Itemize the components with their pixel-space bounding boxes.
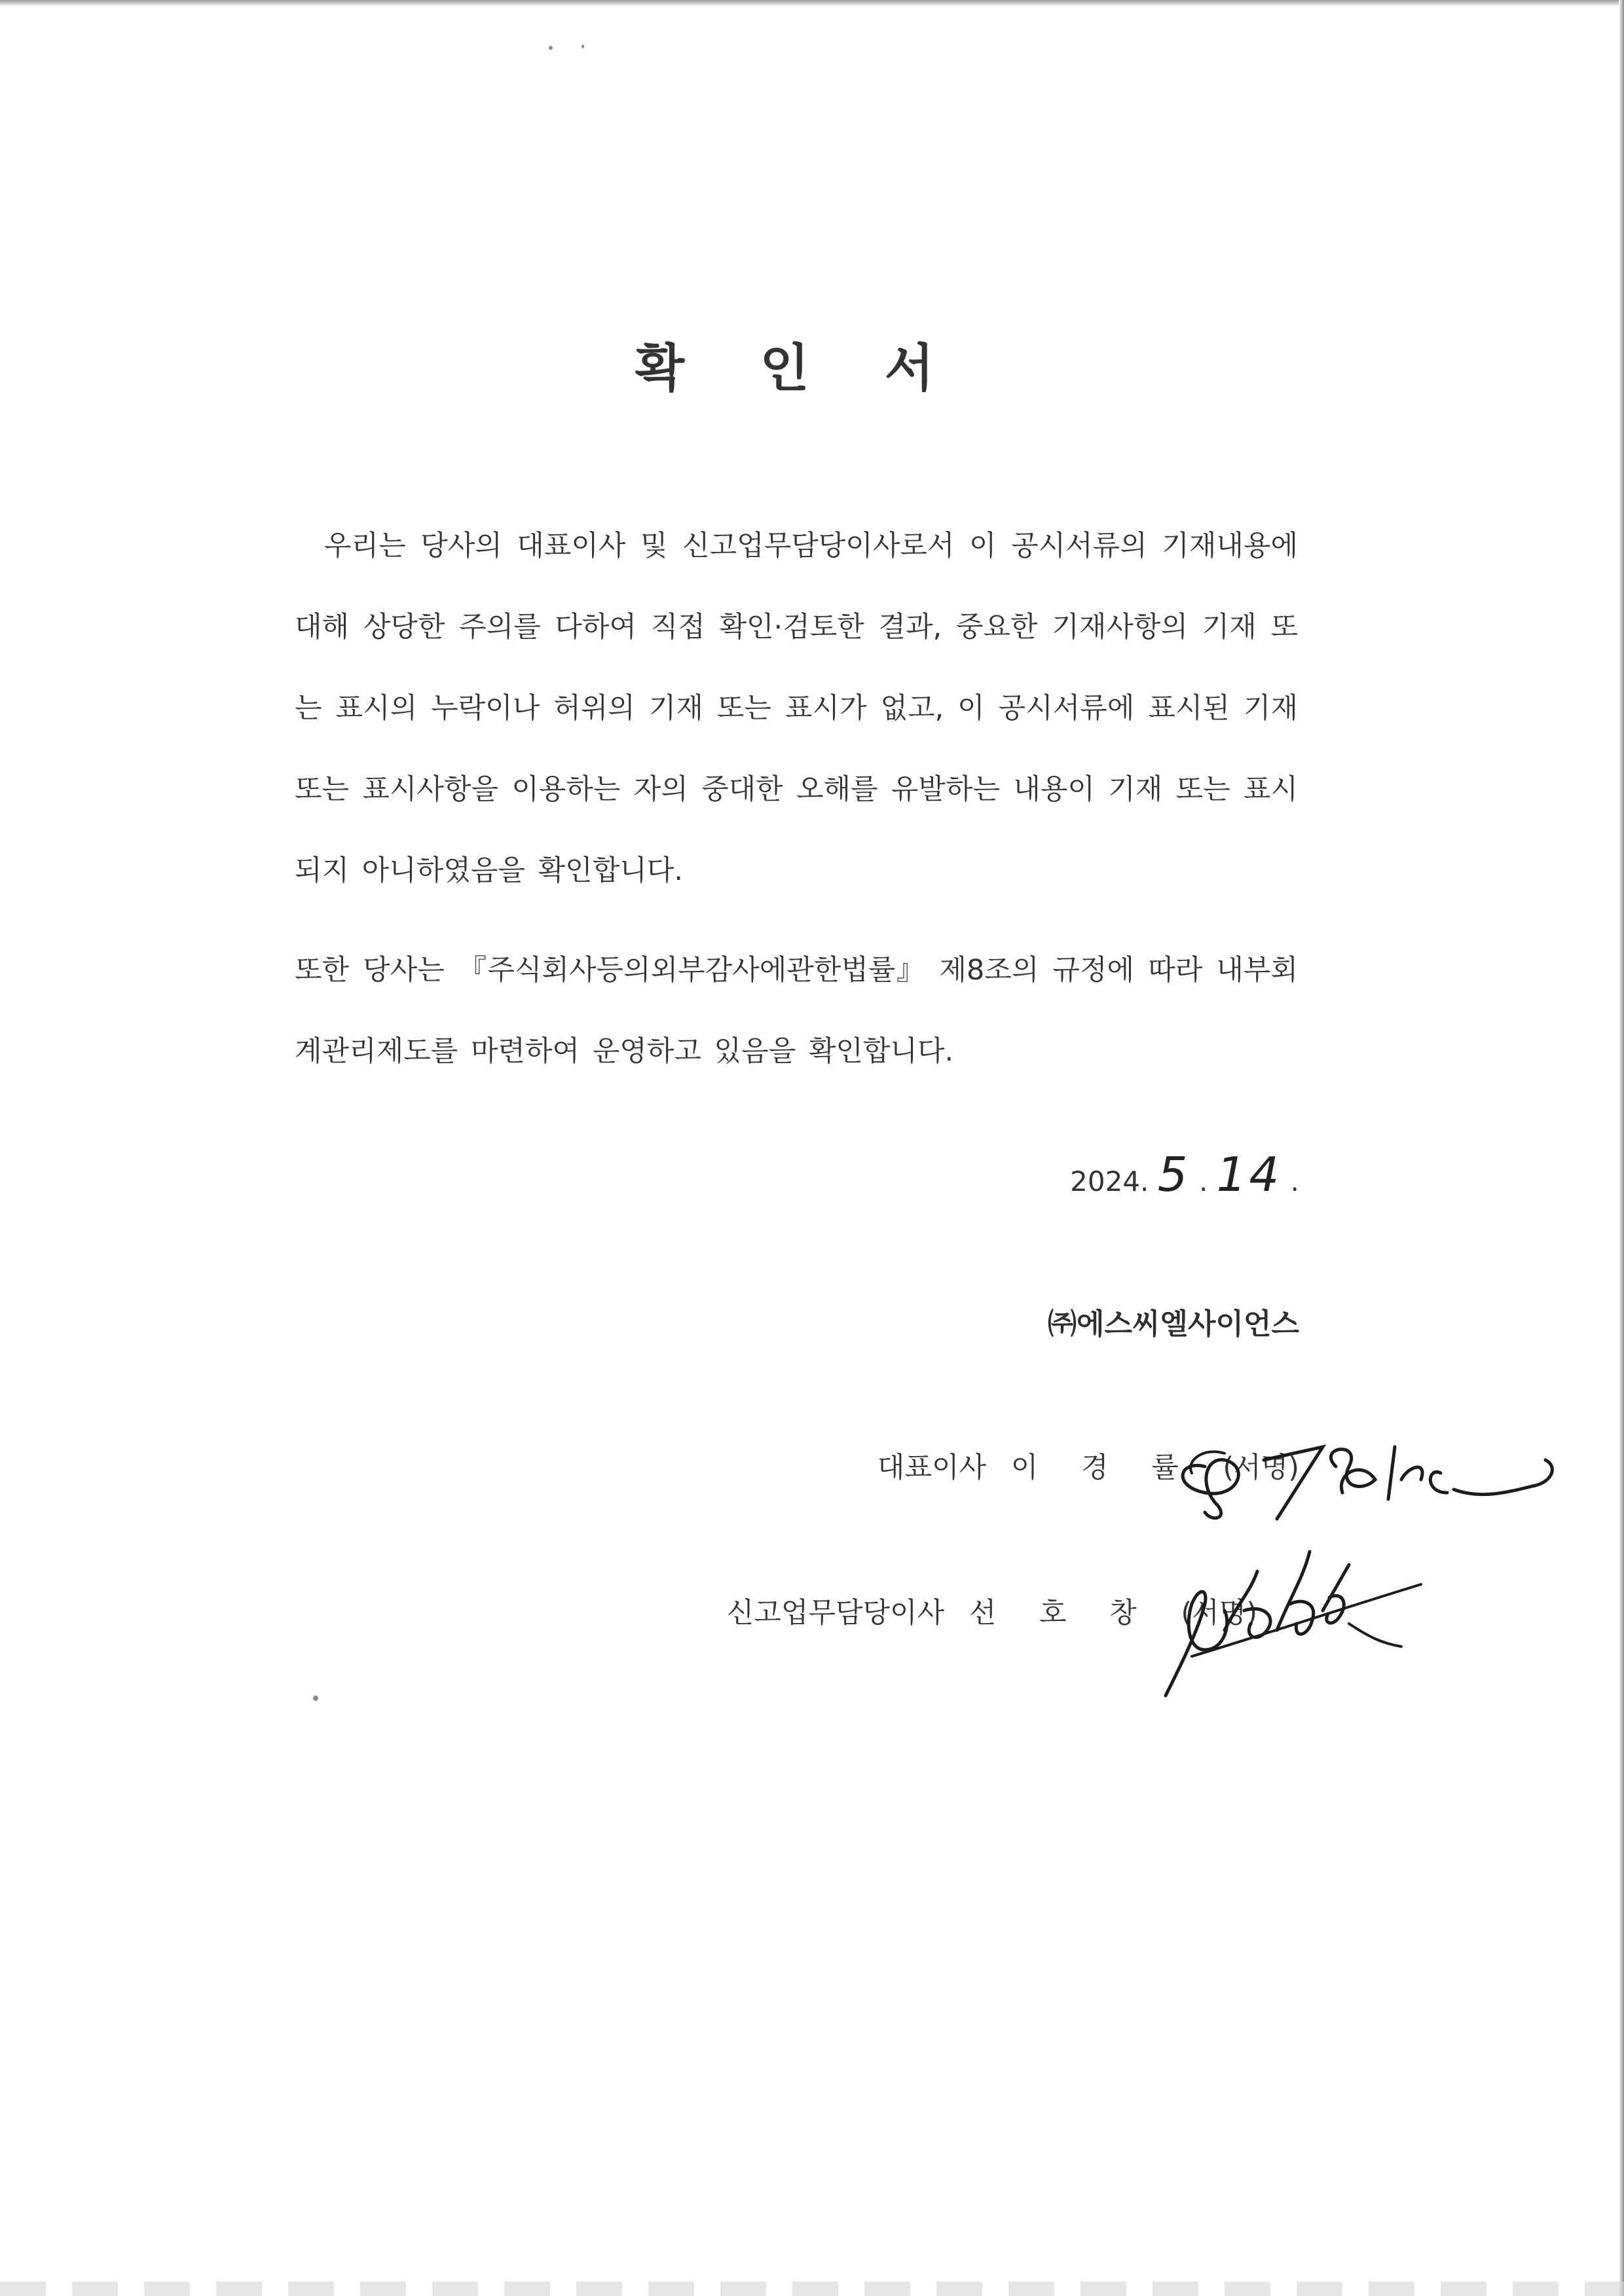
internal-control-paragraph: 또한 당사는 『주식회사등의외부감사에관한법률』 제8조의 규정에 따라 내부회계관리제도를 마련하여 운영하고 있음을 확인합니다. xyxy=(295,954,1298,1068)
scan-edge-top xyxy=(0,0,1624,7)
date-month-handwritten: 5 xyxy=(1157,1147,1190,1202)
document-title: 확 인 서 xyxy=(635,339,963,398)
date-end: . xyxy=(1290,1165,1299,1197)
date-year: 2024. xyxy=(1070,1165,1149,1197)
signatory-name: 이 경 률 xyxy=(1010,1451,1196,1484)
scan-edge-bottom xyxy=(0,2282,1624,2296)
signatory-name: 선 호 창 xyxy=(969,1597,1154,1630)
scan-edge-right xyxy=(1619,0,1624,2296)
signatory-role: 대표이사 xyxy=(877,1451,987,1484)
date-separator: . xyxy=(1198,1165,1208,1197)
scan-speck xyxy=(549,46,553,50)
signature-mark: (서명) xyxy=(1223,1451,1299,1484)
confirmation-paragraph: 우리는 당사의 대표이사 및 신고업무담당이사로서 이 공시서류의 기재내용에 대해 상당한 주의를 다하여 직접 확인·검토한 결과, 중요한 기재사항의 기재 또는 표시의 누락이나 허위의 기재 또는 표시가 없고, 이 공시서류에 표시된 기재 또는 표시사항을 이용하는 자의 중대한 오해를 유발하는 내용이 기재 또는 표시되지 아니하였음을 확인합니다. xyxy=(295,530,1298,887)
scan-speck xyxy=(581,45,584,48)
document-date xyxy=(1070,1147,1299,1202)
company-name: ㈜에스씨엘사이언스 xyxy=(1047,1307,1299,1341)
scan-speck xyxy=(313,1696,318,1701)
handwritten-signature-ceo xyxy=(1166,1421,1572,1525)
handwritten-signature-officer xyxy=(1153,1525,1428,1702)
date-day-handwritten: 14 xyxy=(1216,1147,1282,1202)
signature-mark: (서명) xyxy=(1181,1597,1257,1630)
signatory-role: 신고업무담당이사 xyxy=(726,1597,945,1630)
